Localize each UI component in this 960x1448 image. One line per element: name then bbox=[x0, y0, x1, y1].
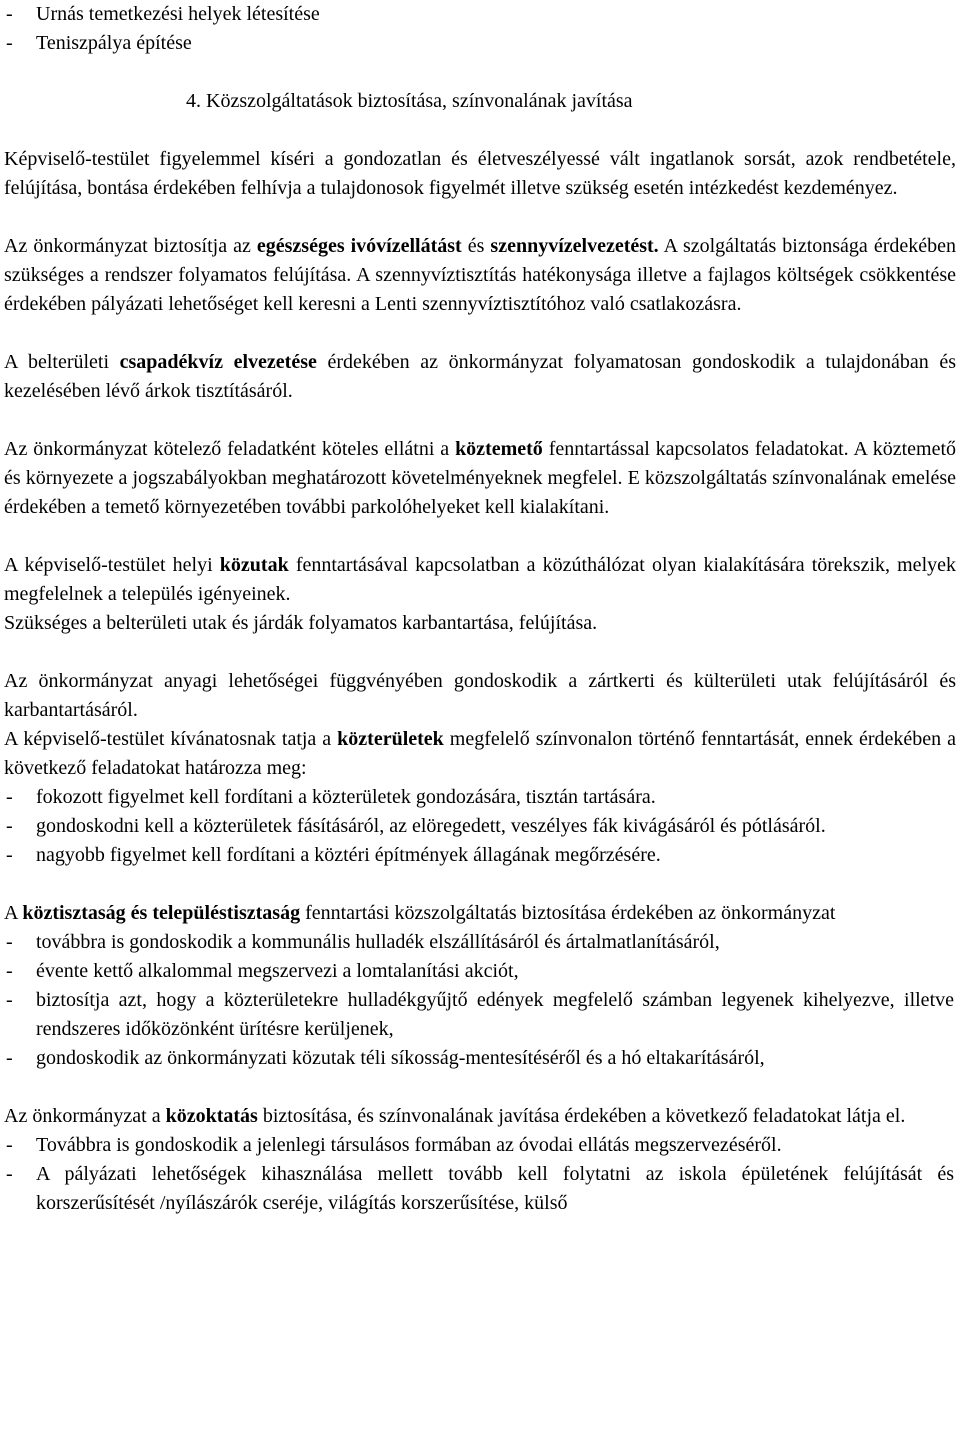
list-item-text: A pályázati lehetőségek kihasználása mellett tovább kell folytatni az iskola épületének felújítását és korszerűsítését /nyílászárók cseréje, világítás korszerűsítése, külső bbox=[36, 1163, 954, 1214]
text-run: fenntartással kapcsolatos feladatokat. A köztemető és környezete a jogszabályokban meghatározott követelményeknek megfelel. E közszolgáltatás színvonalának emelése érdekében a temető környezetében további parkolóhelyeket kell kialakítani. bbox=[4, 438, 956, 518]
list-item-text: fokozott figyelmet kell fordítani a közterületek gondozására, tisztán tartására. bbox=[36, 786, 656, 808]
list-item bbox=[4, 1160, 956, 1218]
bold-term: szennyvízelvezetést. bbox=[490, 235, 659, 257]
list-item bbox=[4, 1131, 956, 1160]
section-heading: 4. Közszolgáltatások biztosítása, színvonalának javítása bbox=[186, 90, 633, 112]
list-dash: - bbox=[6, 931, 13, 953]
text-run: érdekében az önkormányzat folyamatosan gondoskodik a tulajdonában és kezelésében lévő árkok tisztításáról. bbox=[4, 351, 956, 402]
list-item-text: Továbbra is gondoskodik a jelenlegi társulásos formában az óvodai ellátás megszervezéséről. bbox=[36, 1134, 782, 1156]
paragraph-roads bbox=[4, 551, 956, 609]
list-item bbox=[4, 957, 956, 986]
list-dash: - bbox=[6, 1047, 13, 1069]
paragraph-public-areas bbox=[4, 725, 956, 783]
text-run: fenntartási közszolgáltatás biztosítása érdekében az önkormányzat bbox=[300, 902, 836, 924]
list-item-text: gondoskodik az önkormányzati közutak téli síkosság-mentesítéséről és a hó eltakarításáról, bbox=[36, 1047, 765, 1069]
list-dash: - bbox=[6, 1134, 13, 1156]
bold-term: közterületek bbox=[337, 728, 444, 750]
bold-term: köztemető bbox=[455, 438, 543, 460]
list-item-text: biztosítja azt, hogy a közterületekre hulladékgyűjtő edények megfelelő számban legyenek kihelyezve, illetve rendszeres időközönként ürítésre kerüljenek, bbox=[36, 989, 954, 1040]
text-run: megfelelő színvonalon történő fenntartását, ennek érdekében a következő feladatokat határozza meg: bbox=[4, 728, 957, 779]
text-run: A belterületi bbox=[4, 351, 120, 373]
list-item-text: gondoskodni kell a közterületek fásításáról, az elöregedett, veszélyes fák kivágásáról és pótlásáról. bbox=[36, 815, 826, 837]
bold-term: egészséges ivóvízellátást bbox=[256, 235, 462, 257]
list-item bbox=[4, 1044, 956, 1073]
paragraph-water bbox=[4, 232, 956, 319]
list-item bbox=[4, 812, 956, 841]
list-item bbox=[4, 986, 956, 1044]
list-dash: - bbox=[6, 1163, 13, 1185]
list-dash: - bbox=[6, 3, 13, 25]
bold-term: köztisztaság és településtisztaság bbox=[22, 902, 301, 924]
bold-term: csapadékvíz elvezetése bbox=[119, 351, 317, 373]
text-run: A képviselő-testület kívánatosnak tatja a bbox=[4, 728, 338, 750]
list-item bbox=[4, 928, 956, 957]
text-run: Az önkormányzat kötelező feladatként köteles ellátni a bbox=[4, 438, 456, 460]
paragraph-roads-line2: Szükséges a belterületi utak és járdák folyamatos karbantartása, felújítása. bbox=[4, 612, 598, 634]
text-run: A képviselő-testület helyi bbox=[4, 554, 220, 576]
list-dash: - bbox=[6, 786, 13, 808]
list-dash: - bbox=[6, 32, 13, 54]
text-run: fenntartásával kapcsolatban a közúthálózat olyan kialakítására törekszik, melyek megfelelnek a település igényeinek. bbox=[4, 554, 956, 605]
paragraph-cleanliness bbox=[4, 899, 956, 928]
list-item-text: évente kettő alkalommal megszervezi a lomtalanítási akciót, bbox=[36, 960, 519, 982]
list-item-text: nagyobb figyelmet kell fordítani a köztéri építmények állagának megőrzésére. bbox=[36, 844, 661, 866]
list-dash: - bbox=[6, 844, 13, 866]
list-item-text: Urnás temetkezési helyek létesítése bbox=[36, 3, 320, 25]
text-run: Az önkormányzat biztosítja az bbox=[4, 235, 257, 257]
text-run: biztosítása, és színvonalának javítása érdekében a következő feladatokat látja el. bbox=[257, 1105, 906, 1127]
text-run: A szolgáltatás biztonsága érdekében szükséges a rendszer folyamatos felújítása. A szennyvíztisztítás hatékonysága illetve a fajlagos költségek csökkentése érdekében pályázati lehetőséget kell keresni a Lenti szennyvíztisztítóhoz való csatlakozásra. bbox=[4, 235, 956, 315]
paragraph-cemetery bbox=[4, 435, 956, 522]
list-dash: - bbox=[6, 815, 13, 837]
list-item-text: Teniszpálya építése bbox=[36, 32, 192, 54]
text-run: és bbox=[461, 235, 491, 257]
paragraph-outer-roads: Az önkormányzat anyagi lehetőségei függvényében gondoskodik a zártkerti és külterületi utak felújításáról és karbantartásáról. bbox=[4, 670, 956, 721]
paragraph-education bbox=[4, 1102, 956, 1131]
list-item bbox=[4, 0, 956, 29]
list-item-text: továbbra is gondoskodik a kommunális hulladék elszállításáról és ártalmatlanításáról, bbox=[36, 931, 720, 953]
text-run: Az önkormányzat a bbox=[4, 1105, 166, 1127]
list-item bbox=[4, 841, 956, 870]
list-item bbox=[4, 29, 956, 58]
paragraph-intro: Képviselő-testület figyelemmel kíséri a gondozatlan és életveszélyessé vált ingatlanok sorsát, azok rendbetétele, felújítása, bontása érdekében felhívja a tulajdonosok figyelmét illetve szükség esetén intézkedést kezdeményez. bbox=[4, 148, 956, 199]
text-run: A bbox=[4, 902, 23, 924]
bold-term: közutak bbox=[219, 554, 289, 576]
bold-term: közoktatás bbox=[165, 1105, 258, 1127]
list-dash: - bbox=[6, 960, 13, 982]
list-dash: - bbox=[6, 989, 13, 1011]
document-page bbox=[4, 0, 956, 1218]
list-item bbox=[4, 783, 956, 812]
paragraph-rainwater bbox=[4, 348, 956, 406]
